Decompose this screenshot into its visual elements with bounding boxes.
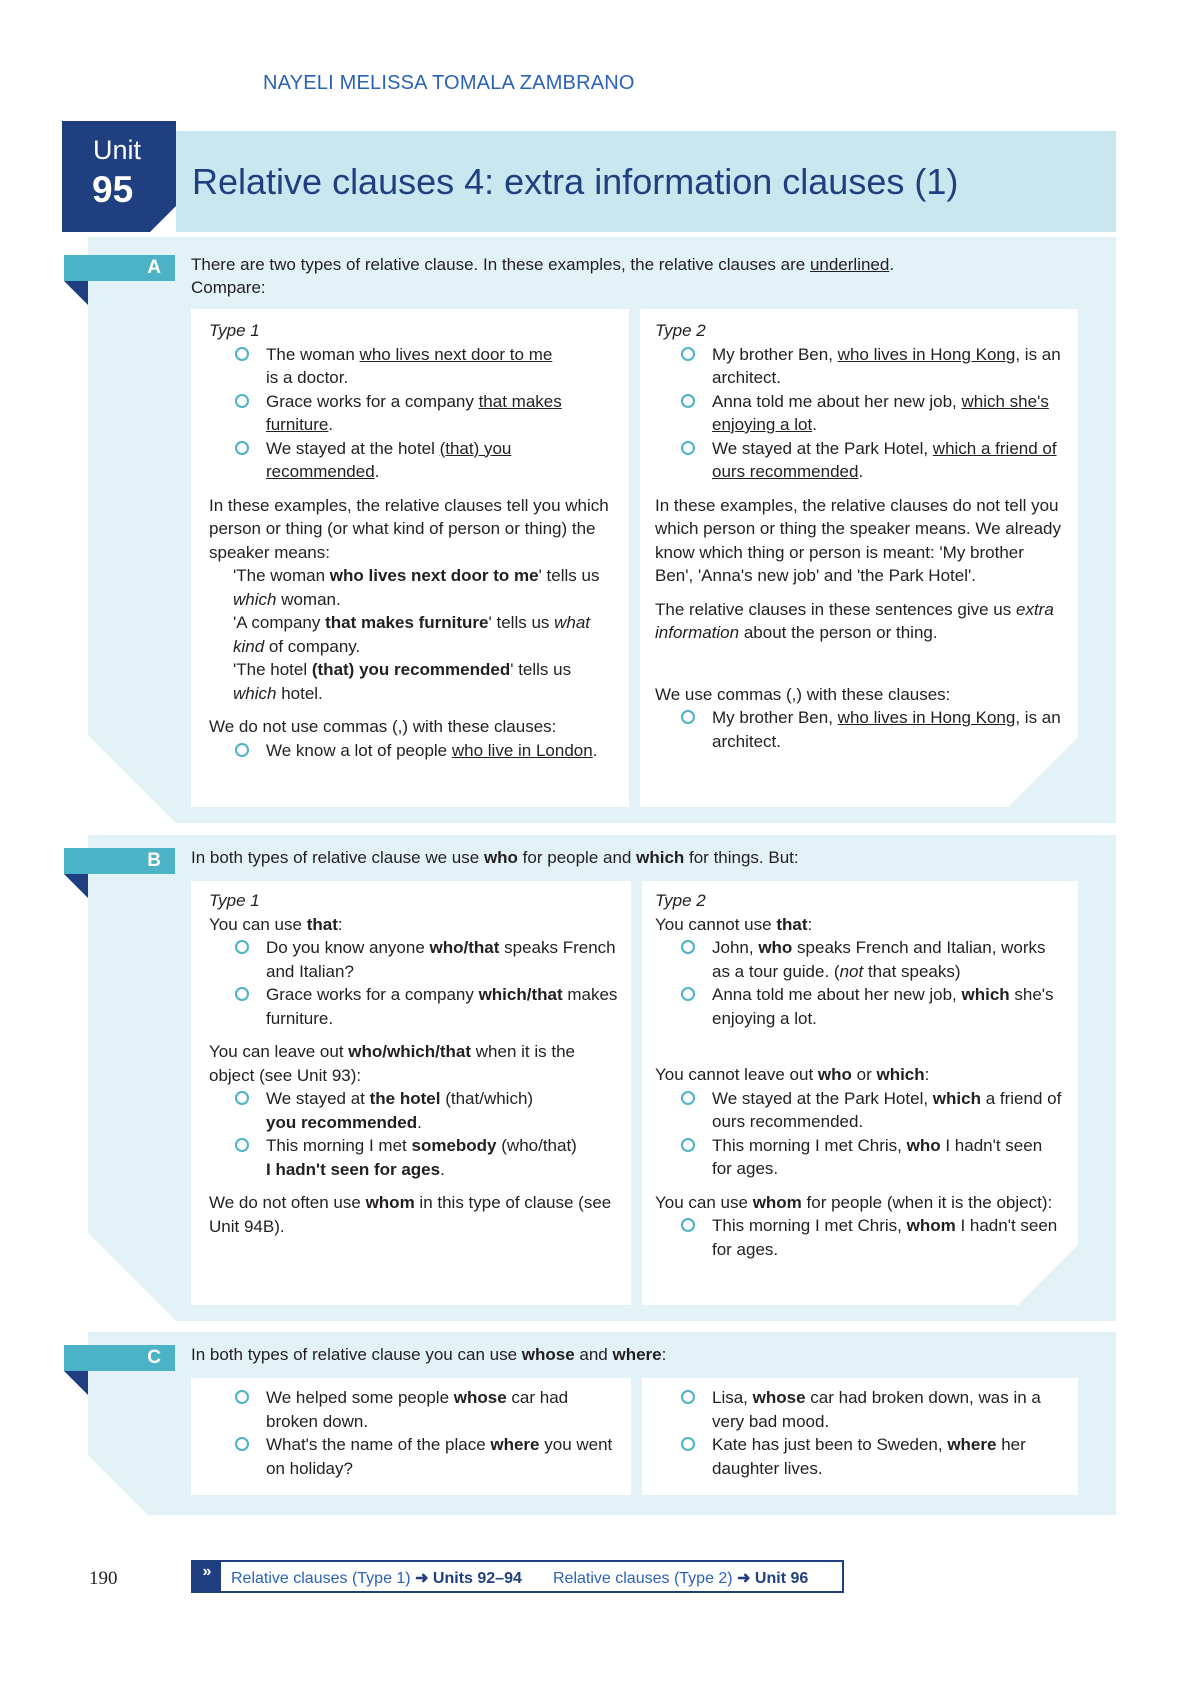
cross-reference-text [231,1568,808,1588]
example: This morning I met somebody (who/that) I hadn't seen for ages. [209,1134,624,1181]
example: We stayed at the hotel (that) you recommended. [209,437,619,484]
unit-badge [62,121,176,232]
rule: We do not often use whom in this type of clause (see Unit 94B). [209,1193,612,1236]
bullet-circle-icon [681,1091,695,1105]
section-c-right [655,1386,1065,1480]
example: Grace works for a company that makes furniture. [209,390,619,437]
rule: You can leave out who/which/that when it is the object (see Unit 93): [209,1042,575,1085]
bullet-circle-icon [235,1138,249,1152]
bullet-circle-icon [235,987,249,1001]
bullet-circle-icon [681,441,695,455]
xref-link-type2[interactable]: Relative clauses (Type 2) ➜ Unit 96 [553,1570,809,1587]
arrow-right-icon: ➜ [415,1570,429,1587]
rule: You cannot leave out who or which: [655,1065,930,1084]
section-b-type1 [209,889,624,1238]
example: Do you know anyone who/that speaks French and Italian? [209,936,624,983]
section-c-corner [88,1455,148,1515]
bullet-circle-icon [681,940,695,954]
example: We stayed at the Park Hotel, which a friend of ours recommended. [655,437,1065,484]
example: We stayed at the Park Hotel, which a friend of ours recommended. [655,1087,1065,1134]
example: This morning I met Chris, who I hadn't seen for ages. [655,1134,1065,1181]
unit-number: 95 [92,169,134,210]
bullet-circle-icon [681,394,695,408]
quote: 'The hotel (that) you recommended' tells us which hotel. [233,660,572,703]
explanation: We use commas (,) with these clauses: [655,684,951,704]
arrow-right-icon: ➜ [737,1570,751,1587]
example: Kate has just been to Sweden, where her daughter lives. [655,1433,1065,1480]
bullet-circle-icon [235,1437,249,1451]
bullet-circle-icon [681,1138,695,1152]
example: We helped some people whose car had broken down. [209,1386,619,1433]
quote: 'A company that makes furniture' tells us what kind of company. [233,613,591,656]
explanation: We do not use commas (,) with these clauses: [209,717,557,736]
section-a-type1 [209,319,619,762]
bullet-circle-icon [235,441,249,455]
section-b-corner [88,1233,176,1321]
section-c-tab-fold [64,1371,88,1395]
section-b-intro: In both types of relative clause we use who for people and which for things. But: [191,848,799,867]
bullet-circle-icon [235,1390,249,1404]
bullet-circle-icon [235,1091,249,1105]
unit-label: Unit [93,135,142,165]
bullet-circle-icon [681,1437,695,1451]
section-a-intro: There are two types of relative clause. In these examples, the relative clauses are underlined. Compare: [191,255,895,297]
title-bar [176,131,1116,232]
section-a-tab: A [64,255,175,281]
bullet-circle-icon [235,347,249,361]
section-a-corner [88,735,176,823]
bullet-circle-icon [681,987,695,1001]
rule: You can use whom for people (when it is the object): [655,1192,1053,1212]
explanation: In these examples, the relative clauses do not tell you which person or thing the speaker means. We already know which thing or person is meant: 'My brother Ben', 'Anna's new job' and 'the Park Hotel'. [655,495,1062,585]
bullet-circle-icon [235,743,249,757]
example: Anna told me about her new job, which she's enjoying a lot. [655,983,1065,1030]
section-b-tab: B [64,848,175,874]
explanation: The relative clauses in these sentences give us extra information about the person or thing. [655,599,1054,642]
type1-heading: Type 1 [209,891,260,910]
section-b-tab-fold [64,874,88,898]
page-number: 190 [89,1568,118,1589]
rule: You can use that: [209,914,343,934]
example: My brother Ben, who lives in Hong Kong, is an architect. [655,706,1065,753]
example: John, who speaks French and Italian, works as a tour guide. (not that speaks) [655,936,1065,983]
section-c-left [209,1386,619,1480]
chevron-icon: » [193,1562,221,1591]
rule: You cannot use that: [655,914,813,934]
unit-badge-fold [150,206,176,232]
bullet-circle-icon [235,940,249,954]
example: Lisa, whose car had broken down, was in a very bad mood. [655,1386,1065,1433]
section-b-type2 [655,889,1065,1261]
page-title: Relative clauses 4: extra information clauses (1) [192,161,959,202]
bullet-circle-icon [681,1390,695,1404]
example: My brother Ben, who lives in Hong Kong, is an architect. [655,343,1065,390]
bullet-circle-icon [681,1218,695,1232]
bullet-circle-icon [235,394,249,408]
example: Anna told me about her new job, which she's enjoying a lot. [655,390,1065,437]
section-c-intro: In both types of relative clause you can use whose and where: [191,1345,667,1364]
example: Grace works for a company which/that makes furniture. [209,983,624,1030]
type2-heading: Type 2 [655,891,706,910]
example: This morning I met Chris, whom I hadn't seen for ages. [655,1214,1065,1261]
example: We know a lot of people who live in London. [209,739,619,763]
example: What's the name of the place where you went on holiday? [209,1433,619,1480]
quote: 'The woman who lives next door to me' tells us which woman. [233,566,600,609]
example: The woman who lives next door to me is a doctor. [209,343,619,390]
xref-link-type1[interactable]: Relative clauses (Type 1) ➜ Units 92–94 [231,1570,522,1587]
author-name: NAYELI MELISSA TOMALA ZAMBRANO [263,72,635,94]
section-c-tab: C [64,1345,175,1371]
type2-heading: Type 2 [655,321,706,340]
explanation: In these examples, the relative clauses tell you which person or thing (or what kind of person or thing) the speaker means: [209,495,609,562]
type1-heading: Type 1 [209,321,260,340]
section-a-tab-fold [64,281,88,305]
cross-reference-box [191,1560,844,1593]
example: We stayed at the hotel (that/which) you recommended. [209,1087,624,1134]
bullet-circle-icon [681,347,695,361]
bullet-circle-icon [681,710,695,724]
section-a-type2 [655,319,1065,753]
